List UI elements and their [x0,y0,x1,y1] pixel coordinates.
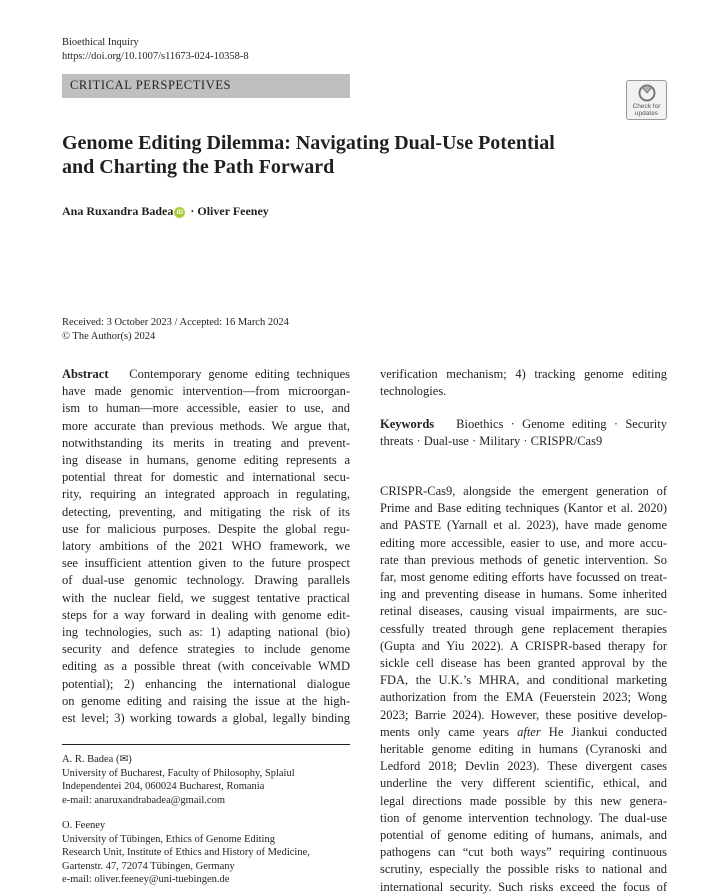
body-line: underline the very different scientific, ethical, and [380,776,667,791]
abstract-line: security and defence strategies to include genome [62,642,350,657]
journal-header [62,36,249,63]
body-line: FDA, the U.K.’s MHRA, and conditional marketing [380,673,667,688]
check-updates-icon [637,84,657,102]
body-line: editing more accessible, easier to use, and more accu- [380,535,667,550]
body-line: authorization from the EMA (Feuerstein 2023; Wong [380,690,667,705]
body-line: tion of genome intervention technology. The dual-use [380,810,667,825]
keywords-line [380,416,667,433]
keywords [380,416,667,450]
body-line: legal directions made possible by this new genera- [380,793,667,808]
abstract-line: steps for a way forward in dealing with genome edit- [62,607,350,622]
abstract-line: more accurate than previous methods. We argue that, [62,418,350,433]
body-line: far, most genome editing efforts have focussed on treat- [380,570,667,585]
body-line: and PASTE (Yarnall et al. 2023), have made genome [380,518,667,533]
title-line-1: Genome Editing Dilemma: Navigating Dual-Use Potential [62,132,555,154]
affiliation-feeney [62,819,310,887]
abstract-continuation [380,366,667,400]
abstract-line: on genome editing and raising the issue at the high- [62,693,350,708]
body-line: sickle cell disease has been granted approval by the [380,656,667,671]
abstract-line: potential threat for domestic and international secu- [62,470,350,485]
abstract-line: latory ambitions of the 2021 WHO framework, we [62,539,350,554]
abstract-text: Contemporary genome editing techniques [129,367,350,381]
affiliation-line: University of Tübingen, Ethics of Genome Editing [62,833,275,845]
body-line [380,724,667,741]
body-line: retinal diseases, causing visual impairments, are suc- [380,604,667,619]
affiliation-email[interactable]: e-mail: anaruxandrabadea@gmail.com [62,794,226,806]
abstract-line: notwithstanding its merits in treating and prevent- [62,435,350,450]
section-label: CRITICAL PERSPECTIVES [62,74,350,98]
body-line: (Gupta and Yiu 2022). A CRISPR-based therapy for [380,638,667,653]
title-line-2: and Charting the Path Forward [62,156,335,178]
body-line: potential of genome editing of humans, animals, and [380,828,667,843]
abstract-line: have made genomic intervention—from microorgan- [62,384,350,399]
affiliation-name: O. Feeney [62,820,106,831]
check-updates-line1: Check for [632,103,661,110]
orcid-icon[interactable]: iD [174,207,185,218]
body-line: Ledford 2018; Devlin 2023). These divergent cases [380,759,667,774]
article-dates [62,316,289,343]
doi-link[interactable]: https://doi.org/10.1007/s11673-024-10358-8 [62,50,249,62]
abstract-line: see insufficient attention given to the future prospect [62,556,350,571]
body-text [380,483,667,896]
affiliation-line: Independentei 204, 060024 Bucharest, Romania [62,781,265,792]
body-line: scrutiny, especially the possible risks to national and [380,862,667,877]
abstract [62,366,350,727]
check-updates-line2: updates [634,110,659,117]
body-text-fragment: ments only came years [380,724,518,739]
author-list [62,204,269,219]
article-title [62,131,662,179]
body-line: ing and preventing disease in humans. Some inherited [380,587,667,602]
abstract-line: detecting, preventing, and mitigating the risk of its [62,504,350,519]
mail-icon[interactable]: ✉ [119,754,129,765]
received-accepted: Received: 3 October 2023 / Accepted: 16 March 2024 [62,317,289,328]
affiliation-line: Research Unit, Institute of Ethics and History of Medicine, [62,847,310,858]
abstract-line: use for malicious purposes. Despite the global regu- [62,521,350,536]
body-line: heritable genome editing in humans (Cyranoski and [380,742,667,757]
body-line: 2023; Barrie 2024). However, these positive develop- [380,707,667,722]
affiliation-name [62,753,295,767]
author-1[interactable]: Ana Ruxandra Badea [62,204,174,218]
affiliation-badea [62,753,295,807]
check-for-updates-badge[interactable] [626,80,667,120]
journal-name: Bioethical Inquiry [62,37,139,48]
abstract-line: with the nuclear field, we suggest tentative practical [62,590,350,605]
abstract-line: ing technologies, such as: 1) adapting national (bio) [62,625,350,640]
abstract-line: ism to human—more accessible, easier to use, and [62,401,350,416]
body-line: rate than previous methods of genetic intervention. So [380,552,667,567]
body-line: Prime and Base editing techniques (Kantor et al. 2020) [380,501,667,516]
copyright-notice: © The Author(s) 2024 [62,330,156,342]
abstract-line [62,366,350,383]
abstract-line: of dual-use genomic technology. Drawing parallels [62,573,350,588]
affiliation-name-text: A. R. Badea ( [62,754,120,765]
keywords-line: threats · Dual-use · Military · CRISPR/Cas9 [380,434,603,449]
abstract-line: rity, requiring an integrated approach in regulating, [62,487,350,502]
keywords-text: Bioethics · Genome editing · Security [456,417,668,431]
author-2[interactable]: Oliver Feeney [197,204,269,218]
abstract-line: editing as a possible threat (with conceivable WMD [62,659,350,674]
affiliation-line: University of Bucharest, Faculty of Philosophy, Splaiul [62,767,295,779]
body-line: international security. Such risks exceed the focus of [380,879,667,894]
footnote-divider [62,744,350,745]
body-line: cessfully treated through gene replacement therapies [380,621,667,636]
author-separator: · [187,204,198,218]
keywords-label: Keywords [380,417,435,431]
abstract-line: ing disease in humans, genome editing represents a [62,453,350,468]
emphasis-after: after [517,724,541,739]
abstract-line: est level; 3) working towards a global, legally binding [62,711,350,726]
body-line: CRISPR-Cas9, alongside the emergent generation of [380,484,667,498]
affiliation-name-close: ) [128,754,132,765]
abstract-line: technologies. [380,384,447,399]
abstract-line: potential); 2) enhancing the international dialogue [62,676,350,691]
abstract-label: Abstract [62,367,109,381]
affiliation-line: Gartenstr. 47, 72074 Tübingen, Germany [62,860,235,872]
abstract-line: verification mechanism; 4) tracking genome editing [380,367,667,381]
body-line: pathogens can “cut both ways” requiring continuous [380,845,667,860]
affiliation-email[interactable]: e-mail: oliver.feeney@uni-tuebingen.de [62,874,230,885]
body-text-fragment: He Jiankui conducted [540,724,667,739]
